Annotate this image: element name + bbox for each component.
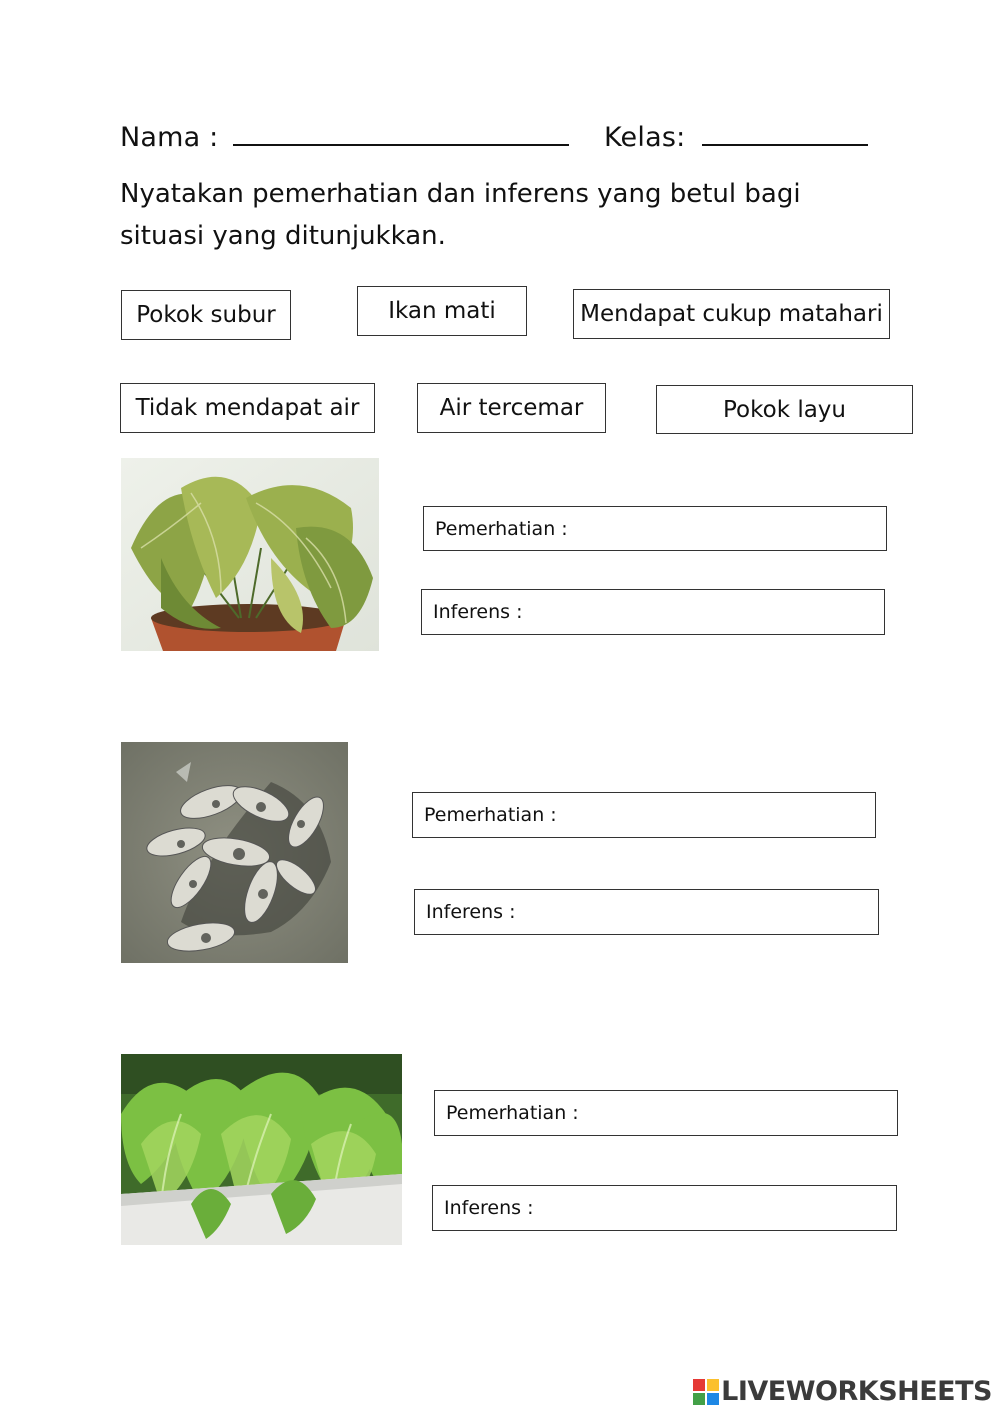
inference-label-2: Inferens : [426, 901, 516, 923]
inference-box-3[interactable] [432, 1185, 897, 1231]
name-label: Nama : [120, 122, 219, 153]
class-blank[interactable] [702, 122, 868, 146]
dead-fish-image [121, 742, 348, 963]
inference-label-3: Inferens : [444, 1197, 534, 1219]
word-option-1[interactable]: Pokok subur [121, 290, 291, 340]
inference-box-2[interactable] [414, 889, 879, 935]
name-blank[interactable] [233, 122, 569, 146]
observation-label-2: Pemerhatian : [424, 804, 557, 826]
instruction-text: Nyatakan pemerhatian dan inferens yang betul bagi situasi yang ditunjukkan. [120, 179, 801, 251]
brand-name: LIVEWORKSHEETS [721, 1376, 992, 1407]
wilted-plant-image [121, 458, 379, 651]
word-option-6[interactable]: Pokok layu [656, 385, 913, 434]
class-label: Kelas: [604, 122, 686, 153]
observation-box-2[interactable] [412, 792, 876, 838]
inference-box-1[interactable] [421, 589, 885, 635]
liveworksheets-logo [693, 1376, 992, 1407]
word-option-5[interactable]: Air tercemar [417, 383, 606, 433]
observation-box-1[interactable] [423, 506, 887, 551]
observation-label-1: Pemerhatian : [435, 517, 568, 540]
word-option-2[interactable]: Ikan mati [357, 286, 527, 336]
name-field [120, 122, 569, 153]
observation-box-3[interactable] [434, 1090, 898, 1136]
inference-label-1: Inferens : [433, 601, 523, 623]
healthy-lettuce-image [121, 1054, 402, 1245]
word-option-4[interactable]: Tidak mendapat air [120, 383, 375, 433]
word-option-3[interactable]: Mendapat cukup matahari [573, 289, 890, 339]
observation-label-3: Pemerhatian : [446, 1102, 579, 1124]
class-field [604, 122, 868, 153]
liveworksheets-logo-icon [693, 1379, 719, 1405]
